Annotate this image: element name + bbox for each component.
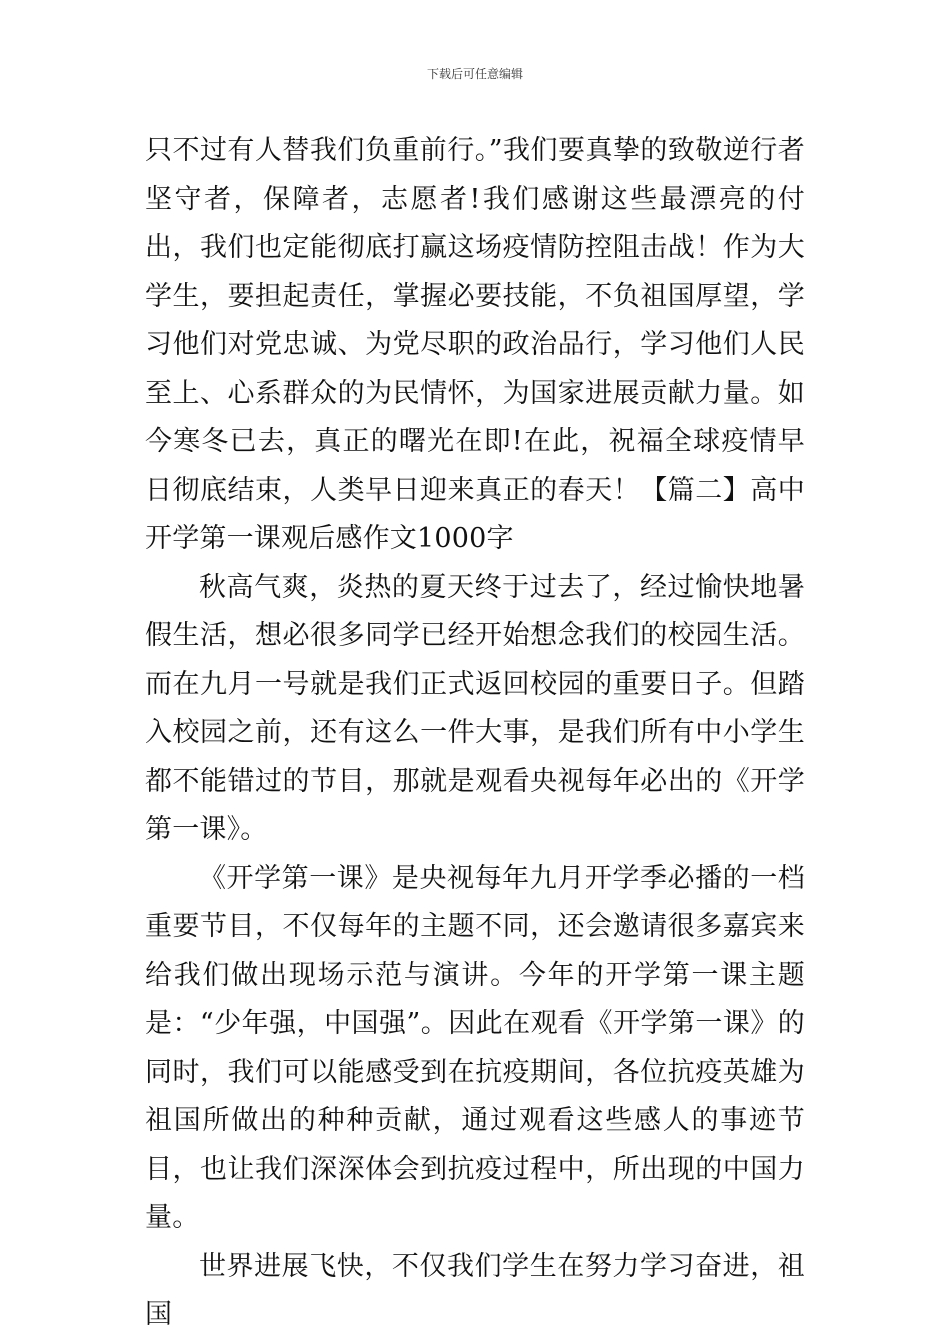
paragraph-autumn: 秋高气爽，炎热的夏天终于过去了，经过愉快地暑假生活，想必很多同学已经开始想念我们的校园生活。而在九月一号就是我们正式返回校园的重要日子。但踏入校园之前，还有这么一件大事，是我们所有中小学生都不能错过的节目，那就是观看央视每年必出的《开学第一课》。: [145, 571, 805, 845]
paragraph-continuation: 只不过有人替我们负重前行。”我们要真挚的致敬逆行者坚守者，保障者，志愿者!我们感谢这些最漂亮的付出，我们也定能彻底打赢这场疫情防控阻击战！作为大学生，要担起责任，掌握必要技能，不负祖国厚望，学习他们对党忠诚、为党尽职的政治品行，学习他们人民至上、心系群众的为民情怀，为国家进展贡献力量。如今寒冬已去，真正的曙光在即!在此，祝福全球疫情早日彻底结束，人类早日迎来真正的春天！【篇二】高中开学第一课观后感作文1000字: [145, 135, 805, 554]
paragraph-world-progress: 世界进展飞快，不仅我们学生在努力学习奋进，祖国: [145, 1250, 805, 1330]
page-header: 下载后可任意编辑: [426, 67, 523, 81]
paragraph-first-lesson: 《开学第一课》是央视每年九月开学季必播的一档重要节目，不仅每年的主题不同，还会邀请很多嘉宾来给我们做出现场示范与演讲。今年的开学第一课主题是：“少年强，中国强”。因此在观看《开学第一课》的同时，我们可以能感受到在抗疫期间，各位抗疫英雄为祖国所做出的种种贡献，通过观看这些感人的事迹节目，也让我们深深体会到抗疫过程中，所出现的中国力量。: [145, 862, 805, 1233]
document-body: [145, 127, 805, 1340]
